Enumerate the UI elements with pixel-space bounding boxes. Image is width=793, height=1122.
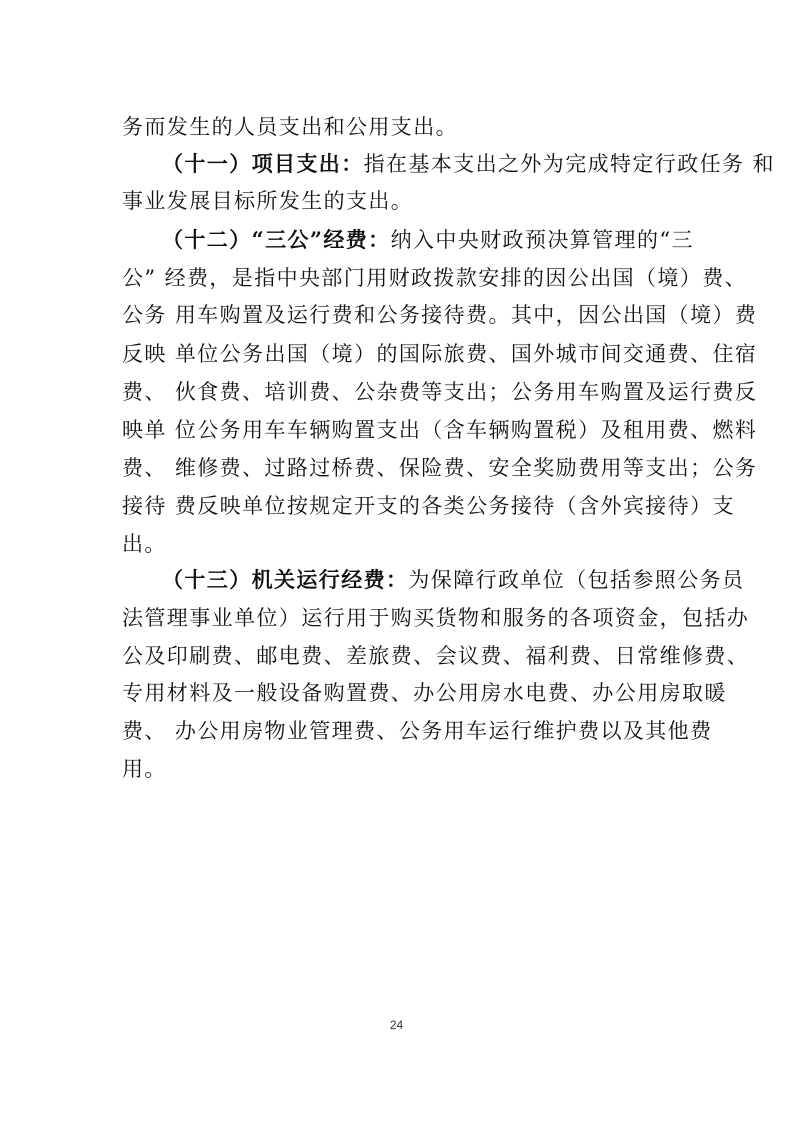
paragraph-line: 反映 单位公务出国（境）的国际旅费、国外城市间交通费、住宿 (122, 342, 758, 366)
paragraph-line: 公” 经费，是指中央部门用财政拨款安排的因公出国（境）费、 (122, 266, 748, 290)
paragraph-line: 映单 位公务用车车辆购置支出（含车辆购置税）及租用费、燃料 (122, 418, 758, 442)
paragraph-line: 事业发展目标所发生的支出。 (122, 189, 414, 213)
paragraph-text: 指在基本支出之外为完成特定行政任务 和 (363, 152, 775, 176)
page-number: 24 (389, 1018, 404, 1032)
section-12-first-line (162, 225, 694, 255)
paragraph-line: 法管理事业单位）运行用于购买货物和服务的各项资金，包括办 (122, 606, 750, 630)
paragraph-line: 专用材料及一般设备购置费、办公用房水电费、办公用房取暖 (122, 681, 727, 705)
paragraph-line: 出。 (122, 532, 167, 556)
paragraph-line: 费、 办公用房物业管理费、公务用车运行维护费以及其他费 (122, 719, 713, 743)
paragraph-line: 费、 伙食费、培训费、公杂费等支出；公务用车购置及运行费反 (122, 380, 758, 404)
paragraph-line: 务而发生的人员支出和公用支出。 (122, 115, 458, 139)
section-13-first-line (162, 565, 744, 595)
paragraph-text: 为保障行政单位（包括参照公务员 (408, 568, 745, 592)
section-11-heading: （十一）项目支出： (162, 151, 364, 176)
section-11-first-line (162, 149, 775, 179)
paragraph-line: 费、 维修费、过路过桥费、保险费、安全奖励费用等支出；公务 (122, 456, 758, 480)
paragraph-line: 接待 费反映单位按规定开支的各类公务接待（含外宾接待）支 (122, 494, 735, 518)
section-12-heading: （十二）“三公”经费： (162, 227, 391, 252)
paragraph-line: 用。 (122, 757, 167, 781)
paragraph-line: 公及印刷费、邮电费、差旅费、会议费、福利费、日常维修费、 (122, 644, 750, 668)
paragraph-line: 公务 用车购置及运行费和公务接待费。其中，因公出国（境）费 (122, 303, 758, 327)
section-13-heading: （十三）机关运行经费： (162, 567, 409, 592)
paragraph-text: 纳入中央财政预决算管理的“三 (390, 228, 694, 252)
